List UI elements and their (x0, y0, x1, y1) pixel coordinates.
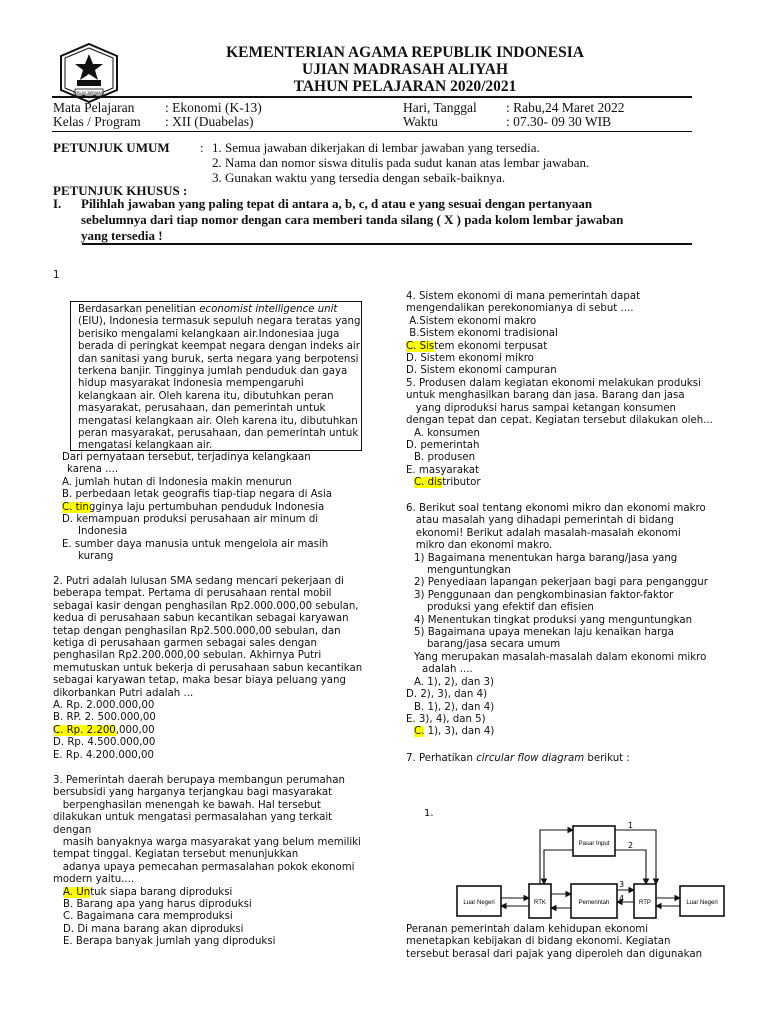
flow-number-2: 2 (628, 841, 634, 850)
q6-item: produksi yang efektif dan efisien (414, 602, 594, 614)
q6-option-b[interactable]: B. 1), 2), dan 4) (414, 701, 495, 713)
special-instructions-line-1: Pilihlah jawaban yang paling tepat di antara a, b, c, d atau e yang sesuai dengan pertanyaan (81, 196, 593, 211)
q1-option-a[interactable]: A. jumlah hutan di Indonesia makin menurun (62, 476, 292, 488)
q3-option-e[interactable]: E. Berapa banyak jumlah yang diproduksi (63, 936, 276, 948)
q3-line: modern yaitu.... (53, 874, 135, 886)
q5-option-e[interactable]: E. masyarakat (406, 464, 480, 476)
q1-option-d-cont: Indonesia (78, 526, 128, 538)
flow-pasar-to-rtp-1 (615, 830, 656, 884)
q6-question-2: adalah .... (422, 664, 473, 676)
q1-option-b[interactable]: B. perbedaan letak geografis tiap-tiap negara di Asia (62, 489, 333, 501)
q6-option-d[interactable]: D. 2), 3), dan 4) (406, 689, 488, 701)
q2-option-a[interactable]: A. Rp. 2.000.000,00 (53, 700, 155, 712)
q6-option-e[interactable]: E. 3), 4), dan 5) (406, 713, 486, 725)
q6-item: 4) Menentukan tingkat produksi yang menguntungkan (414, 614, 693, 626)
general-instructions-label: PETUNJUK UMUM (53, 140, 170, 155)
question-2 (53, 576, 383, 762)
q2-line: ketiga di perusahaan garmen sebagai sales dengan (53, 638, 317, 650)
q2-line: memutuskan untuk bekerja di perusahaan sabun kecantikan (53, 662, 363, 674)
passage-line: (EIU), Indonesia termasuk sepuluh negara teratas yang (78, 316, 361, 328)
q2-line: beberapa tempat. Pertama di perusahaan rental mobil (53, 588, 332, 600)
diagram-number-label: 1. (424, 808, 434, 819)
flow-number-1: 1 (628, 821, 634, 830)
q6-option-c[interactable] (406, 726, 746, 738)
q6-item: 1) Bagaimana menentukan harga barang/jasa yang (414, 552, 678, 564)
q6-line: mikro dan ekonomi makro. (406, 540, 553, 552)
special-instructions-number: I. (53, 196, 62, 211)
time-label: Waktu (403, 114, 438, 129)
passage-line: mengatasi kelangkaan air. (78, 440, 213, 452)
date-value: : Rabu,24 Maret 2022 (506, 100, 625, 115)
passage-line: peran masyarakat, perusahaan, dan pemerintah untuk (78, 428, 359, 440)
q5-option-d[interactable]: D. pemerintah (406, 440, 480, 452)
instruction-item-1: 1. Semua jawaban dikerjakan di lembar jawaban yang tersedia. (212, 140, 540, 155)
q4-option-e[interactable]: D. Sistem ekonomi campuran (406, 365, 557, 377)
q2-line: 2. Putri adalah lulusan SMA sedang mencari pekerjaan di (53, 576, 344, 587)
passage-line: berisiko mengalami kelangkaan air.Indonesiaa juga (78, 328, 340, 340)
passage-line: masyarakat, perusahaan, dan pemerintah untuk (78, 403, 326, 415)
q5-line: untuk menghasilkan barang dan jasa. Barang dan jasa (406, 390, 685, 402)
q7-after-line: Peranan pemerintah dalam kehidupan ekonomi (406, 924, 649, 935)
passage-line (78, 304, 361, 316)
q3-line: masih banyaknya warga masyarakat yang belum memiliki (53, 837, 361, 849)
question-1-stem-2: karena .... (67, 464, 119, 476)
q1-option-e-cont: kurang (78, 551, 114, 563)
header-divider (52, 96, 692, 98)
q4-line: 4. Sistem ekonomi di mana pemerintah dapat (406, 291, 641, 302)
q7-stem-pre: 7. Perhatikan (406, 753, 477, 764)
q6-option-a[interactable]: A. 1), 2), dan 3) (414, 676, 494, 688)
passage-line: dan sanitasi yang buruk, serta negara yang berpotensi (78, 353, 359, 365)
luar-negeri-right-label: Luar Negeri (686, 900, 718, 906)
q6-item: 2) Penyediaan lapangan pekerjaan bagi para penganggur (414, 577, 708, 589)
q6-question: Yang merupakan masalah-masalah dalam ekonomi mikro (414, 651, 707, 663)
flow-number-3: 3 (619, 880, 625, 889)
info-divider (52, 131, 692, 132)
q3-line: dengan (53, 824, 92, 836)
q3-line: 3. Pemerintah daerah berupaya membangun perumahan (53, 775, 345, 786)
rtk-label: RTK (534, 900, 546, 906)
passage-line: kelangkaan air. Oleh karena itu, dibutuhkan peran (78, 390, 334, 402)
q2-option-e[interactable]: E. Rp. 4.200.000,00 (53, 749, 154, 761)
q5-line: yang diproduksi harus sampai ketangan konsumen (406, 402, 676, 414)
q2-option-d[interactable]: D. Rp. 4.500.000,00 (53, 737, 156, 749)
header-exam: UJIAN MADRASAH ALIYAH (301, 61, 509, 78)
answer-highlight: C. dis (414, 477, 443, 489)
q2-option-b[interactable]: B. RP. 2. 500.000,00 (53, 712, 156, 724)
special-instructions-label: PETUNJUK KHUSUS : (53, 183, 188, 198)
question-5 (406, 378, 746, 490)
subject-label: Mata Pelajaran (53, 100, 135, 115)
q6-line: atau masalah yang dihadapi pemerintah di bidang (406, 515, 674, 527)
q6-item: 5) Bagaimana upaya menekan laju kenaikan harga (414, 627, 674, 639)
q3-option-a-text: tuk siapa barang diproduksi (90, 886, 233, 898)
instruction-item-3: 3. Gunakan waktu yang tersedia dengan sebaik-baiknya. (212, 170, 506, 185)
q6-line: 6. Berikut soal tentang ekonomi mikro dan ekonomi makro (406, 503, 706, 514)
q1-option-e[interactable]: E. sumber daya manusia untuk mengelola air masih (62, 538, 329, 550)
q5-option-a[interactable]: A. konsumen (414, 427, 480, 439)
q2-line: penghasilan Rp2.200.000,00 sebulan. Akhirnya Putri (53, 650, 322, 662)
q1-option-d[interactable]: D. kemampuan produksi perusahaan air minum di (62, 514, 319, 526)
q5-line: dengan tepat dan cepat. Kegiatan tersebut dilakukan oleh... (406, 415, 713, 427)
general-instructions-colon: : (200, 140, 204, 155)
q2-line: sebagai kasir dengan penghasilan Rp2.000.000,00 sebulan, (53, 600, 359, 612)
q4-option-a[interactable]: A.Sistem ekonomi makro (406, 315, 537, 327)
question-3 (53, 775, 383, 949)
flow-number-4: 4 (619, 894, 625, 903)
q3-option-d[interactable]: D. Di mana barang akan diproduksi (63, 923, 244, 935)
question-1-stem: Dari pernyataan tersebut, terjadinya kelangkaan (62, 452, 311, 463)
passage-line: berada di peringkat keempat negara dengan indeks air (78, 341, 360, 353)
header-year: TAHUN PELAJARAN 2020/2021 (293, 78, 517, 95)
answer-highlight: C. Sis (406, 340, 435, 352)
q6-option-c-text: 1), 3), dan 4) (424, 726, 495, 738)
question-1-passage-box (70, 301, 362, 451)
q1-option-c-text: gginya laju pertumbuhan penduduk Indonesia (88, 501, 325, 513)
q3-line: adanya upaya pemecahan permasalahan pokok ekonomi (53, 861, 355, 873)
q2-line: tetap dengan penghasilan Rp2.500.000,00 sebulan, dan (53, 625, 341, 637)
q6-item: 3) Penggunaan dan pengkombinasian faktor-faktor (414, 589, 674, 601)
special-instructions-line-2: sebelumnya dari tiap nomor dengan cara memberi tanda silang ( X ) pada kolom lembar jawaban (81, 212, 624, 227)
circular-flow-diagram (424, 806, 740, 936)
logo-motto: IKHLAS BERAMAL (73, 91, 105, 95)
class-value: : XII (Duabelas) (165, 114, 254, 129)
q6-item: barang/jasa secara umum (414, 639, 561, 651)
header-ministry: KEMENTERIAN AGAMA REPUBLIK INDONESIA (226, 44, 584, 61)
q7-after-line: tersebut berasal dari pajak yang diperoleh dan digunakan (406, 948, 703, 960)
special-instructions-line-3: yang tersedia ! (81, 228, 163, 243)
rtp-label: RTP (639, 900, 651, 906)
q1-option-c[interactable] (62, 502, 382, 514)
question-4 (406, 291, 746, 378)
q4-option-c-text: tem ekonomi terpusat (434, 340, 548, 352)
passage-line: terkena banjir. Tingginya jumlah penduduk dan gaya (78, 366, 348, 378)
question-7-after (406, 924, 746, 961)
pasar-input-label: Pasar Input (578, 841, 610, 847)
q3-option-a[interactable] (53, 887, 383, 899)
q2-line: sebagai karyawan tetap, maka besar biaya peluang yang (53, 675, 346, 687)
flow-pasar-to-rtp-2 (615, 850, 646, 884)
flow-rtk-to-pasar (540, 830, 573, 884)
luar-negeri-left-label: Luar Negeri (463, 900, 495, 906)
class-label: Kelas / Program (53, 114, 141, 129)
pemerintah-label: Pemerintah (578, 900, 610, 906)
q3-line: dilakukan untuk mengatasi permasalahan yang terkait (53, 812, 333, 824)
q7-stem-italic: circular flow diagram (476, 753, 585, 764)
question-1-number: 1 (53, 270, 60, 281)
q3-line: bersubsidi yang harganya terjangkau bagi masyarakat (53, 787, 333, 799)
q4-option-b[interactable]: B.Sistem ekonomi tradisional (406, 328, 558, 340)
instruction-item-2: 2. Nama dan nomor siswa ditulis pada sudut kanan atas lembar jawaban. (212, 155, 590, 170)
answer-highlight: C. (414, 726, 425, 738)
q3-line: berpenghasilan menengah ke bawah. Hal tersebut (53, 799, 321, 811)
passage-italic: economist intelligence unit (199, 304, 338, 315)
subject-value: : Ekonomi (K-13) (165, 100, 262, 115)
q2-line: kedua di perusahaan sabun kecantikan sebagai karyawan (53, 613, 349, 625)
date-label: Hari, Tanggal (403, 100, 477, 115)
q2-option-c[interactable] (53, 725, 383, 737)
q2-line: dikorbankan Putri adalah ... (53, 687, 194, 699)
q4-line: mengendalikan perekonomianya di sebut .... (406, 303, 634, 315)
question-1-options (62, 452, 382, 564)
question-6 (406, 503, 746, 739)
q6-item: menguntungkan (414, 565, 511, 577)
answer-highlight: C. Rp. 2.200 (53, 724, 116, 736)
q3-line: tempat tinggal. Kegiatan tersebut menunjukkan (53, 849, 299, 861)
q7-stem-post: berikut : (584, 753, 630, 764)
q6-line: ekonomi! Berikut adalah masalah-masalah ekonomi (406, 527, 681, 539)
answer-highlight: C. tin (62, 501, 89, 513)
time-value: : 07.30- 09 30 WIB (506, 114, 612, 129)
passage-line-1a: Berdasarkan penelitian (78, 304, 200, 315)
question-7-stem (406, 753, 630, 765)
ministry-logo-icon (55, 42, 123, 104)
q7-after-line: menetapkan kebijakan di bidang ekonomi. Kegiatan (406, 936, 671, 948)
q4-option-c[interactable] (406, 341, 746, 353)
q5-option-c-text: tributor (442, 477, 481, 489)
instructions-divider (82, 243, 692, 245)
q2-option-c-text: ,000,00 (115, 724, 155, 736)
passage-line: hidup masyarakat Indonesia mempengaruhi (78, 378, 304, 390)
flow-pasar-to-rtk (544, 850, 573, 884)
q5-line: 5. Produsen dalam kegiatan ekonomi melakukan produksi (406, 378, 701, 389)
q5-option-b[interactable]: B. produsen (414, 452, 476, 464)
passage-line: mengatasi kelangkaan air. Oleh karena itu, dibutuhkan (78, 415, 358, 427)
answer-highlight: A. Un (63, 886, 91, 898)
q4-option-d[interactable]: D. Sistem ekonomi mikro (406, 353, 534, 365)
q3-option-b[interactable]: B. Barang apa yang harus diproduksi (63, 899, 252, 911)
q3-option-c[interactable]: C. Bagaimana cara memproduksi (63, 911, 233, 923)
q5-option-c[interactable] (406, 477, 746, 489)
